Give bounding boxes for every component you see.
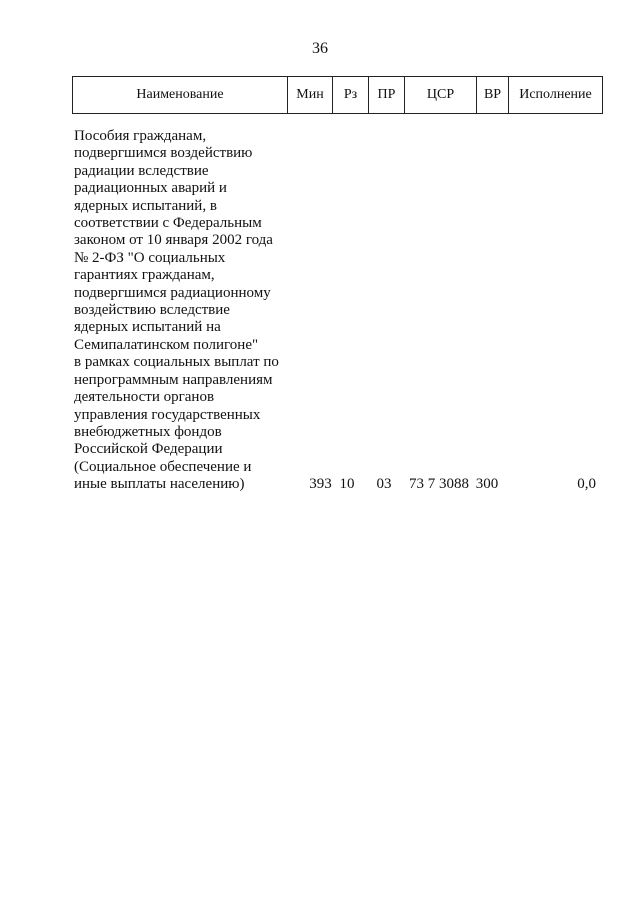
name-line: ядерных испытаний на — [74, 319, 221, 336]
name-line: деятельности органов — [74, 389, 215, 406]
header-min: Мин — [288, 77, 333, 114]
name-line: радиационных аварий и — [74, 180, 227, 197]
name-line: законом от 10 января 2002 года — [74, 232, 273, 249]
cell-pr: 03 — [376, 476, 392, 492]
name-line: воздействию вследствие — [74, 302, 230, 319]
page-number: 36 — [312, 40, 328, 57]
cell-ispolnenie: 0,0 — [577, 476, 596, 492]
cell-csr: 73 7 3088 — [409, 476, 469, 492]
name-line: № 2-ФЗ "О социальных — [74, 249, 226, 266]
name-line: Семипалатинском полигоне" — [74, 336, 259, 353]
name-line: подвергшимся радиационному — [74, 284, 271, 301]
cell-rz: 10 — [339, 476, 355, 492]
header-row — [73, 77, 603, 114]
name-line: управления государственных — [74, 406, 261, 423]
name-line: Пособия гражданам, — [74, 128, 207, 144]
name-line: Российской Федерации — [74, 441, 223, 458]
name-line: непрограммным направлениям — [74, 371, 273, 388]
name-line: (Социальное обеспечение и — [74, 458, 252, 475]
name-line: подвергшимся воздействию — [74, 145, 253, 162]
table-header — [72, 76, 603, 114]
name-line: соответствии с Федеральным — [74, 215, 262, 232]
name-line: иные выплаты населению) — [74, 476, 245, 493]
cell-vr: 300 — [475, 476, 499, 492]
name-line: ядерных испытаний, в — [74, 197, 217, 214]
header-pr: ПР — [369, 77, 405, 114]
row-name — [74, 128, 304, 494]
name-line: гарантиях гражданам, — [74, 267, 215, 284]
cell-min: 393 — [309, 476, 332, 492]
header-csr: ЦСР — [405, 77, 477, 114]
header-vr: ВР — [477, 77, 509, 114]
name-line: внебюджетных фондов — [74, 423, 222, 440]
header-rz: Рз — [333, 77, 369, 114]
name-line: радиации вследствие — [74, 162, 209, 179]
name-line: в рамках социальных выплат по — [74, 354, 279, 371]
header-ispolnenie: Исполнение — [509, 77, 603, 114]
header-naimenovanie: Наименование — [73, 77, 288, 114]
